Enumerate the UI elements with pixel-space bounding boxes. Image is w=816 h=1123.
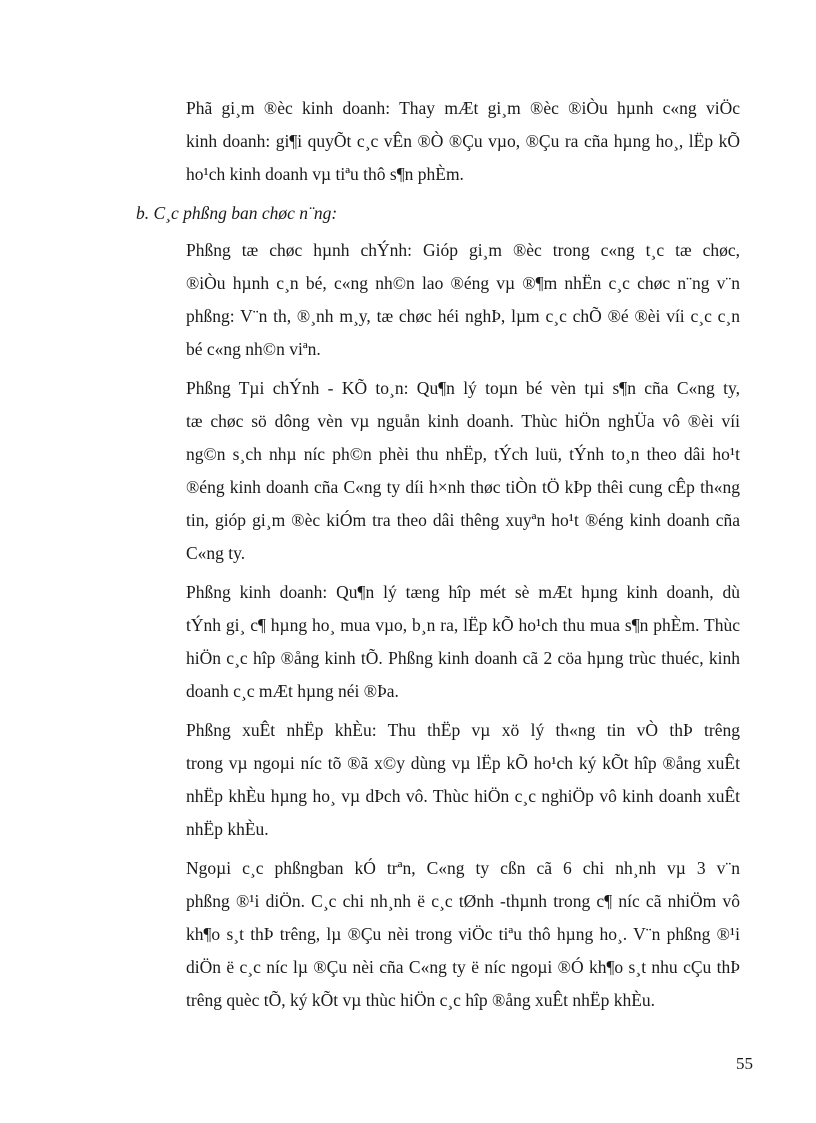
text-line: nhËp khÈu. bbox=[186, 819, 269, 839]
text-line: C«ng ty. bbox=[186, 543, 246, 563]
paragraph bbox=[136, 852, 740, 1017]
text-line: diÖn ë c¸c níc lµ ®Çu nèi cña C«ng ty ë níc ngoµi ®Ó kh¶o s¸t nhu cÇu thÞ bbox=[186, 957, 740, 977]
paragraph bbox=[136, 714, 740, 846]
text-line: phßng: V¨n th, ®¸nh m¸y, tæ chøc héi nghÞ, lµm c¸c chÕ ®é ®èi víi c¸c c¸n bbox=[186, 306, 740, 326]
text-line: ®éng kinh doanh cña C«ng ty díi h×nh thøc tiÒn tÖ kÞp thêi cung cÊp th«ng bbox=[186, 477, 740, 497]
text-line: phßng ®¹i diÖn. C¸c chi nh¸nh ë c¸c tØnh -thµnh trong c¶ níc cã nhiÖm vô bbox=[186, 891, 740, 911]
page-number: 55 bbox=[736, 1054, 753, 1073]
text-line: ®iÒu hµnh c¸n bé, c«ng nh©n lao ®éng vµ ®¶m nhËn c¸c chøc n¨ng v¨n bbox=[186, 273, 740, 293]
body-text bbox=[136, 92, 740, 1023]
paragraph bbox=[136, 92, 740, 191]
text-line: kh¶o s¸t thÞ trêng, lµ ®Çu nèi trong viÖc tiªu thô hµng ho¸. V¨n phßng ®¹i bbox=[186, 924, 740, 944]
text-line: ho¹ch kinh doanh vµ tiªu thô s¶n phÈm. bbox=[186, 164, 464, 184]
text-line: tÝnh gi¸ c¶ hµng ho¸ mua vµo, b¸n ra, lËp kÕ ho¹ch thu mua s¶n phÈm. Thùc bbox=[186, 615, 740, 635]
text-line: trong vµ ngoµi níc tõ ®ã x©y dùng vµ lËp kÕ ho¹ch ký kÕt hîp ®ång xuÊt bbox=[186, 753, 740, 773]
text-line: nhËp khÈu hµng ho¸ vµ dÞch vô. Thùc hiÖn c¸c nghiÖp vô kinh doanh xuÊt bbox=[186, 786, 740, 806]
section-heading bbox=[136, 197, 740, 230]
text-line: kinh doanh: gi¶i quyÕt c¸c vÊn ®Ò ®Çu vµo, ®Çu ra cña hµng ho¸, lËp kÕ bbox=[186, 131, 740, 151]
text-line: Phßng kinh doanh: Qu¶n lý tæng hîp mét sè mÆt hµng kinh doanh, dù bbox=[186, 582, 740, 602]
paragraph bbox=[136, 576, 740, 708]
text-line: bé c«ng nh©n viªn. bbox=[186, 339, 321, 359]
paragraph bbox=[136, 372, 740, 570]
text-line: tin, gióp gi¸m ®èc kiÓm tra theo dâi thêng xuyªn ho¹t ®éng kinh doanh cña bbox=[186, 510, 740, 530]
text-line: ng©n s¸ch nhµ níc ph©n phèi thu nhËp, tÝch luü, tÝnh to¸n theo dâi ho¹t bbox=[186, 444, 740, 464]
text-line: tæ chøc sö dông vèn vµ nguån kinh doanh. Thùc hiÖn nghÜa vô ®èi víi bbox=[186, 411, 740, 431]
text-line: Phßng xuÊt nhËp khÈu: Thu thËp vµ xö lý th«ng tin vÒ thÞ trêng bbox=[186, 720, 740, 740]
paragraph bbox=[136, 234, 740, 366]
text-line: Ngoµi c¸c phßngban kÓ trªn, C«ng ty cßn cã 6 chi nh¸nh vµ 3 v¨n bbox=[186, 858, 740, 878]
text-line: b. C¸c phßng ban chøc n¨ng: bbox=[136, 203, 338, 223]
text-line: Phã gi¸m ®èc kinh doanh: Thay mÆt gi¸m ®èc ®iÒu hµnh c«ng viÖc bbox=[186, 98, 740, 118]
text-line: hiÖn c¸c hîp ®ång kinh tÕ. Phßng kinh doanh cã 2 cöa hµng trùc thuéc, kinh bbox=[186, 648, 740, 668]
text-line: doanh c¸c mÆt hµng néi ®Þa. bbox=[186, 681, 399, 701]
text-line: Phßng tæ chøc hµnh chÝnh: Gióp gi¸m ®èc trong c«ng t¸c tæ chøc, bbox=[186, 240, 740, 260]
text-line: Phßng Tµi chÝnh - KÕ to¸n: Qu¶n lý toµn bé vèn tµi s¶n cña C«ng ty, bbox=[186, 378, 740, 398]
text-line: trêng quèc tÕ, ký kÕt vµ thùc hiÖn c¸c hîp ®ång xuÊt nhËp khÈu. bbox=[186, 990, 656, 1010]
